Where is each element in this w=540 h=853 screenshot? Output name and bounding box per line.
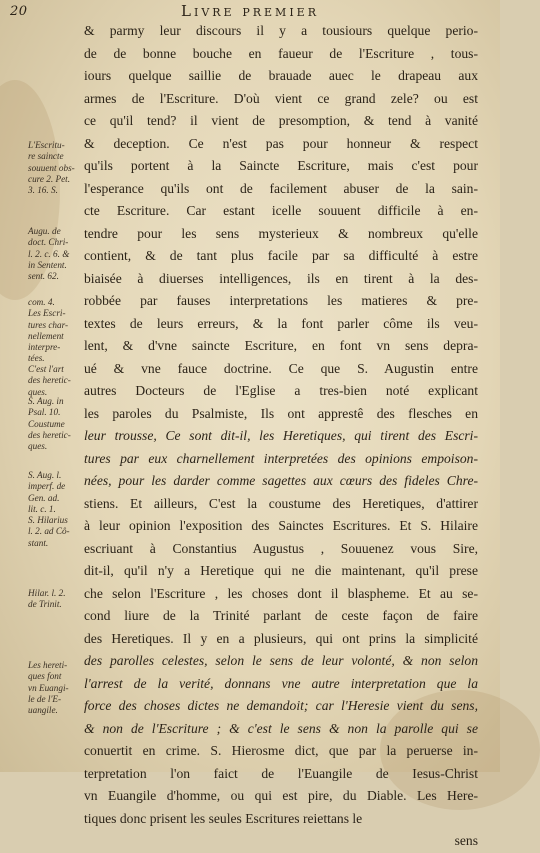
margin-note-line: imperf. de xyxy=(28,481,66,492)
margin-note-line: S. Aug. l. xyxy=(28,470,62,480)
text-line: vn Euangile d'homme, ou qui est pire, du Diable. Les Here- xyxy=(84,788,478,803)
text-line: tendre pour les sens mysterieux & nombreux qu'elle xyxy=(84,225,478,241)
text-line: & non de l'Escriture ; & c'est le sens & non la parolle qui se xyxy=(84,720,478,736)
margin-note-line: in Sentent. xyxy=(28,259,67,270)
text-line: l'esperance qu'ils ont de facilement abuser de la sain- xyxy=(84,180,478,196)
margin-note-line: des heretic- xyxy=(28,375,71,386)
margin-note-line: re saincte xyxy=(28,151,64,162)
margin-note-line: C'est l'art xyxy=(28,364,64,374)
page-number: 20 xyxy=(10,4,28,19)
body-text xyxy=(84,20,478,853)
margin-note-line: tures char- xyxy=(28,319,69,330)
margin-note xyxy=(28,297,68,365)
margin-note-line: Gen. ad. xyxy=(28,492,60,503)
text-line: armes de l'Escriture. D'où vient ce grand zele? ou est xyxy=(84,90,478,106)
text-line: tures par eux charnellement interpretées des opinions empoison- xyxy=(84,450,478,466)
text-line: cte Escriture. Car estant icelle souuent difficile à en- xyxy=(84,203,478,218)
margin-note-line: Hilar. l. 2. xyxy=(28,588,66,598)
text-line: qu'ils portent à la Saincte Escriture, mais c'est pour xyxy=(84,158,478,173)
text-line: robbée par fauses interpretations les matieres & pre- xyxy=(84,293,478,308)
margin-note-line: le de l'E- xyxy=(28,693,62,704)
margin-note xyxy=(28,660,69,716)
margin-note-line: doct. Chri- xyxy=(28,237,69,248)
margin-note-line: sent. 62. xyxy=(28,271,59,282)
text-line: force des choses dictes ne demandoit; car l'Heresie vient du sens, xyxy=(84,698,478,713)
margin-note-line: stant. xyxy=(28,537,49,548)
margin-note-line: S. Aug. in xyxy=(28,396,64,406)
margin-note xyxy=(28,396,71,452)
text-line: stiens. Et ailleurs, C'est la coustume des Heretiques, d'attirer xyxy=(84,495,478,511)
text-line: sens xyxy=(454,833,478,848)
text-line: & deception. Ce n'est pas pour honneur & respect xyxy=(84,135,478,151)
text-line: conuertit en crime. S. Hierosme dict, que par la peruerse in- xyxy=(84,743,478,758)
margin-note-line: ques. xyxy=(28,441,48,452)
text-line: textes de leurs erreurs, & la font parler côme ils veu- xyxy=(84,315,478,331)
margin-note xyxy=(28,140,75,196)
text-line: tiques donc prisent les seules Escritures reiettans le xyxy=(84,810,363,826)
margin-note-line: Les hereti- xyxy=(28,660,68,670)
margin-note-line: l. 2. c. 6. & xyxy=(28,248,70,259)
margin-note-line: lit. c. 1. xyxy=(28,503,56,514)
text-line: à leur opinion l'exposition des Sainctes Escritures. Et S. Hilaire xyxy=(84,518,478,533)
margin-note xyxy=(28,364,71,398)
text-line: che selon l'Escriture , les choses dont il blaspheme. Et au se- xyxy=(84,585,478,601)
text-line: cond liure de la Trinité parlant de ceste façon de faire xyxy=(84,608,478,623)
text-line: biaisée à diuerses intelligences, ils en tirent à la des- xyxy=(84,270,478,286)
margin-note-line: Les Escri- xyxy=(28,308,66,319)
margin-note-line: uangile. xyxy=(28,705,58,716)
text-line: & parmy leur discours il y a tousiours quelque perio- xyxy=(84,23,478,38)
margin-note xyxy=(28,470,70,549)
margin-note-line: vn Euangi- xyxy=(28,682,69,693)
margin-note-line: Coustume xyxy=(28,418,65,429)
running-head: Livre premier xyxy=(181,2,319,20)
margin-note-line: souuent obs- xyxy=(28,162,75,173)
text-line: autres Docteurs de l'Eglise a tres-bien noté explicant xyxy=(84,383,478,398)
margin-note xyxy=(28,226,69,282)
text-line: ué & vne fauce doctrine. Ce que S. Augustin entre xyxy=(84,360,478,376)
margin-note-line: Psal. 10. xyxy=(28,407,61,418)
margin-note xyxy=(28,588,66,611)
margin-note-line: L'Escritu- xyxy=(28,140,65,150)
text-line: leur trousse, Ce sont dit-il, les Heretiques, qui tirent des Escri- xyxy=(84,428,478,443)
margin-note-line: S. Hilarius xyxy=(28,515,68,526)
margin-note-line: nellement xyxy=(28,330,64,341)
text-line: de de bonne bouche en faueur de l'Escriture , tous- xyxy=(84,45,478,61)
margin-note-line: ques font xyxy=(28,671,62,682)
margin-note-line: l. 2. ad Cô- xyxy=(28,526,70,537)
text-line: des Heretiques. Il y en a plusieurs, qui ont prins la simplicité xyxy=(84,630,478,646)
margin-note-line: de Trinit. xyxy=(28,599,62,610)
margin-note-line: Augu. de xyxy=(28,226,61,236)
margin-note-line: interpre- xyxy=(28,342,61,353)
text-line: iours quelque saillie de brauade auec le drapeau aux xyxy=(84,68,478,83)
text-line: escriuant à Constantius Augustus , Souuenez vous Sire, xyxy=(84,540,478,556)
margin-note-line: 3. 16. S. xyxy=(28,185,58,196)
margin-note-line: cure 2. Pet. xyxy=(28,173,71,184)
margin-note-line: tées. xyxy=(28,353,45,364)
text-line: contient, & de tant plus facile par sa difficulté à estre xyxy=(84,248,478,263)
text-line: ce qu'il tend? il vient de presomption, & tend à vanité xyxy=(84,113,478,128)
text-line: nées, pour les darder comme sagettes aux cœurs des fideles Chre- xyxy=(84,473,478,488)
text-line: des parolles celestes, selon le sens de leur volonté, & non selon xyxy=(84,653,478,668)
text-line: les paroles du Psalmiste, Ils ont apprestê des flesches en xyxy=(84,405,478,421)
margin-note-line: ques. xyxy=(28,386,48,397)
text-line: lent, & d'vne saincte Escriture, en font vn sens depra- xyxy=(84,338,478,353)
text-line: terpretation l'on faict de l'Euangile de Iesus-Christ xyxy=(84,765,478,781)
text-line: dit-il, qu'il n'y a Heretique qui ne die maintenant, qu'il prese xyxy=(84,563,478,578)
text-line: l'arrest de la verité, donnans vne autre interpretation que la xyxy=(84,675,478,691)
margin-note-line: des heretic- xyxy=(28,429,71,440)
margin-note-line: com. 4. xyxy=(28,297,55,307)
